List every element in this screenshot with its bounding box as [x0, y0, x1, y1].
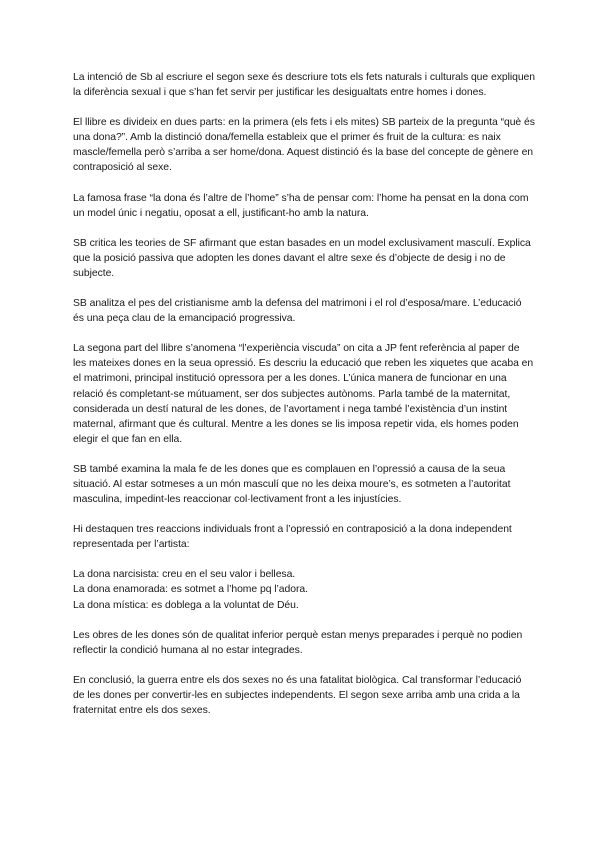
paragraph-conclusion: En conclusió, la guerra entre els dos sexes no és una fatalitat biològica. Cal transformar l’educació de les dones per convertir-les en subjectes independents. El segon sexe arriba amb una crida a la fraternitat entre els dos sexes. — [73, 674, 522, 716]
reaction-in-love: La dona enamorada: es sotmet a l’home pq l’adora. — [73, 584, 308, 596]
paragraph-reactions-intro: Hi destaquen tres reaccions individuals front a l’opressió en contraposició a la dona independent representada per l’artista: — [73, 524, 512, 551]
reaction-narcissist: La dona narcisista: creu en el seu valor i bellesa. — [73, 569, 296, 581]
paragraph-critique-sf: SB critica les teories de SF afirmant que estan basades en un model exclusivament masculí. Explica que la posició passiva que adopten les dones davant el altre sexe és d’objecte de desig i no de subjecte. — [73, 237, 531, 279]
document-page — [73, 70, 535, 733]
paragraph-womens-works: Les obres de les dones són de qualitat inferior perquè estan menys preparades i perquè no podien reflectir la condició humana al no estar integrades. — [73, 629, 523, 656]
paragraph-second-part: La segona part del llibre s’anomena “l’experiència viscuda” on cita a JP fent referència al paper de les mateixes dones en la seua opressió. Es descriu la educació que reben les xiquetes que acaba en el matrimoni, principal institució opressora per a les dones. L’única manera de funcionar en una relació és completant-se mútuament, ser dos subjectes autònoms. Parla també de la maternitat, considerada un destí natural de les dones, de l’avortament i nega també l’existència d’un instint maternal, afirmant que és cultural. Mentre a les dones se lis imposa repetir vida, els homes poden elegir el que fan en ella. — [73, 343, 534, 445]
reaction-mystic: La dona mística: es doblega a la voluntat de Déu. — [73, 599, 299, 611]
paragraph-book-parts: El llibre es divideix en dues parts: en la primera (els fets i els mites) SB parteix de la pregunta “què és una dona?”. Amb la distinció dona/femella estableix que el primer és fruit de la cultura: es naix mascle/femella però s’arriba a ser home/dona. Aquest distinció és la base del concepte de gènere en contraposició al sexe. — [73, 117, 535, 174]
paragraph-famous-phrase: La famosa frase “la dona és l’altre de l’home” s’ha de pensar com: l’home ha pensat en la dona com un model únic i negatiu, oposat a ell, justificant-ho amb la natura. — [73, 192, 529, 219]
paragraph-bad-faith: SB també examina la mala fe de les dones que es complauen en l’opressió a causa de la seua situació. Al estar sotmeses a un món masculí que no les deixa moure’s, es sotmeten a l’autoritat masculina, impedint-les reaccionar col·lectivament front a les injustícies. — [73, 463, 511, 506]
reactions-list — [73, 567, 535, 612]
paragraph-christianity: SB analitza el pes del cristianisme amb la defensa del matrimoni i el rol d’esposa/mare. L’educació és una peça clau de la emancipació progressiva. — [73, 298, 522, 325]
paragraph-intro: La intenció de Sb al escriure el segon sexe és descriure tots els fets naturals i culturals que expliquen la diferència sexual i que s’han fet servir per justificar les desigualtats entre homes i dones. — [73, 72, 536, 99]
